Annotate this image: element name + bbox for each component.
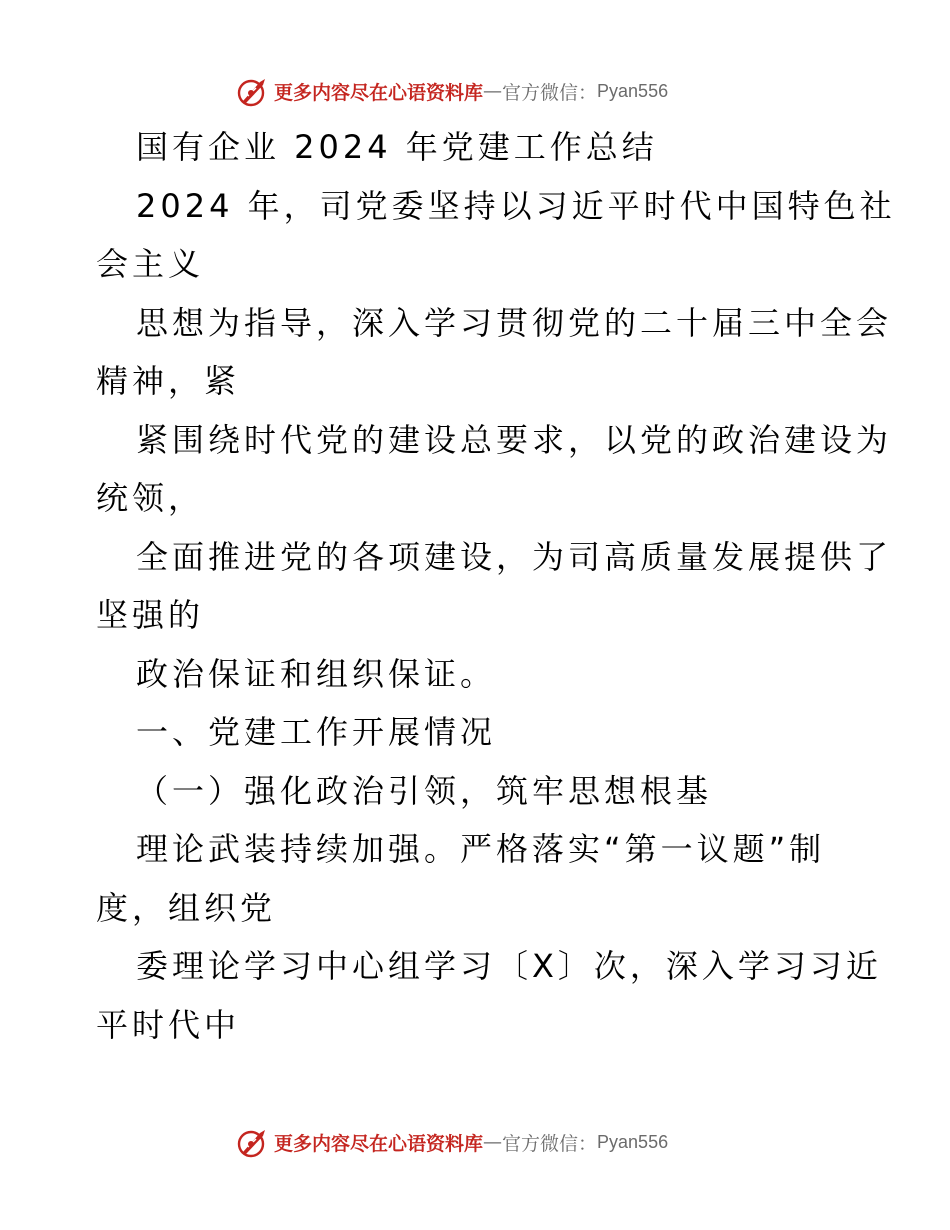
- document-title: 国有企业 2024 年党建工作总结: [136, 128, 658, 166]
- paragraph-line: 精神，紧: [96, 362, 241, 400]
- paragraph-line: 委理论学习中心组学习〔X〕次，深入学习习近: [136, 947, 882, 985]
- paragraph-line: 会主义: [96, 245, 205, 283]
- paragraph-line: 统领，: [96, 479, 205, 517]
- quill-pen-seal-logo-icon: [236, 1125, 270, 1159]
- watermark-banner-top: [236, 72, 716, 110]
- paragraph-line: 理论武装持续加强。严格落实“第一议题”制: [136, 830, 826, 868]
- quill-pen-seal-logo-icon: [236, 74, 270, 108]
- paragraph-line: 思想为指导，深入学习贯彻党的二十届三中全会: [136, 303, 893, 342]
- paragraph-line: 度，组织党: [96, 888, 277, 927]
- paragraph-line: 政治保证和组织保证。: [136, 654, 497, 693]
- wechat-id: Pyan556: [597, 80, 669, 101]
- section-heading: 一、党建工作开展情况: [136, 713, 497, 751]
- brand-text: 更多内容尽在心语资料库: [274, 1132, 484, 1155]
- paragraph-line: 紧围绕时代党的建设总要求，以党的政治建设为: [136, 420, 893, 459]
- wechat-label: 官方微信：: [502, 81, 598, 104]
- wechat-label: 官方微信：: [502, 1132, 598, 1155]
- paragraph-line: 平时代中: [96, 1005, 241, 1044]
- subsection-heading: （一）强化政治引领，筑牢思想根基: [136, 771, 713, 810]
- brand-text: 更多内容尽在心语资料库: [274, 81, 484, 104]
- paragraph-line: 坚强的: [96, 596, 205, 634]
- dash-separator: —: [483, 80, 503, 102]
- watermark-banner-bottom: [236, 1123, 716, 1161]
- document-body: [96, 118, 896, 1054]
- dash-separator: —: [483, 1131, 503, 1153]
- paragraph-line: 2024 年，司党委坚持以习近平时代中国特色社: [136, 186, 896, 225]
- paragraph-line: 全面推进党的各项建设，为司高质量发展提供了: [136, 537, 893, 576]
- wechat-id: Pyan556: [597, 1131, 669, 1152]
